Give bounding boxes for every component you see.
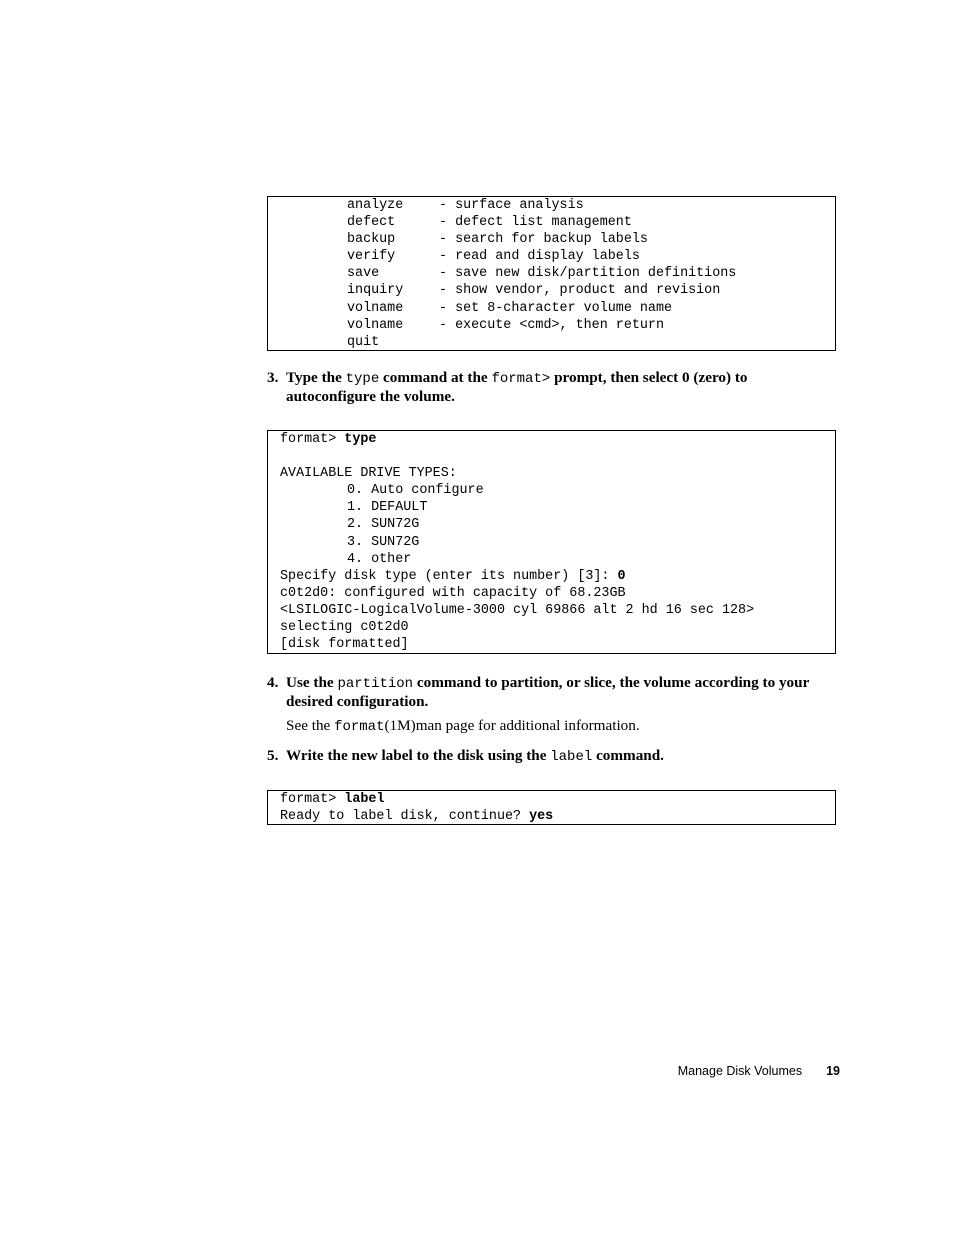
menu-description: - read and display labels — [439, 249, 640, 265]
inline-code: partition — [337, 676, 414, 692]
menu-description: - execute <cmd>, then return — [439, 317, 664, 333]
drive-type-option: 2. SUN72G — [347, 517, 420, 533]
step-text — [286, 674, 827, 711]
blank-line — [280, 448, 835, 465]
menu-command: quit — [347, 334, 380, 350]
menu-line — [347, 334, 835, 351]
inline-code: format> — [491, 371, 551, 387]
label-code-block — [267, 790, 836, 825]
user-input: yes — [529, 809, 554, 825]
step-4 — [267, 674, 827, 711]
menu-command: volname — [347, 300, 404, 316]
menu-command: verify — [347, 249, 396, 265]
code-line — [280, 808, 835, 825]
user-input: label — [344, 792, 385, 807]
drive-type-option: 1. DEFAULT — [347, 500, 428, 516]
menu-command: analyze — [347, 198, 404, 213]
menu-command: save — [347, 266, 380, 282]
page-footer — [560, 1064, 840, 1078]
step-text-part: command. — [592, 747, 664, 764]
menu-description: - set 8-character volume name — [439, 300, 673, 316]
inline-code: format — [334, 719, 385, 735]
menu-line — [347, 214, 835, 231]
code-line: [disk formatted] — [280, 637, 409, 653]
menu-line — [347, 248, 835, 265]
menu-command: backup — [347, 232, 396, 248]
step-number: 3. — [267, 369, 279, 386]
step-text — [286, 747, 827, 766]
menu-line — [347, 282, 835, 299]
inline-code: label — [550, 749, 593, 765]
code-line: <LSILOGIC-LogicalVolume-3000 cyl 69866 alt 2 hd 16 sec 128> — [280, 602, 755, 618]
menu-command: inquiry — [347, 283, 404, 299]
step-4-note — [286, 717, 836, 736]
menu-line — [347, 317, 835, 334]
step-3 — [267, 369, 827, 406]
code-line — [280, 568, 835, 585]
inline-code: type — [345, 371, 380, 387]
code-line — [280, 791, 835, 808]
menu-description: - show vendor, product and revision — [439, 283, 721, 299]
menu-line — [347, 231, 835, 248]
step-text-part: command at the — [379, 369, 492, 386]
code-line: selecting c0t2d0 — [280, 620, 409, 636]
drive-type-option: 0. Auto configure — [347, 483, 484, 499]
menu-line — [347, 265, 835, 282]
step-number: 5. — [267, 747, 279, 764]
menu-command: defect — [347, 215, 396, 231]
drive-type-option: 4. other — [347, 551, 412, 567]
step-text-part: command to partition, or slice, the volume according to your desired configuration. — [286, 674, 810, 710]
drive-type-option: 3. SUN72G — [347, 534, 420, 550]
code-line — [280, 431, 835, 448]
type-code-block — [267, 430, 836, 654]
menu-line — [347, 197, 835, 214]
step-text-part: Write the new label to the disk using the — [286, 747, 551, 764]
step-text-part: Type the — [286, 369, 346, 386]
prompt: Specify disk type (enter its number) [3]: — [280, 568, 618, 584]
step-text — [286, 369, 827, 406]
step-5 — [267, 747, 827, 766]
user-input: type — [344, 432, 377, 447]
section-title: Manage Disk Volumes — [677, 1064, 803, 1078]
menu-description: - defect list management — [439, 215, 632, 231]
prompt: Ready to label disk, continue? — [280, 809, 530, 825]
page-number: 19 — [826, 1064, 840, 1078]
code-line: c0t2d0: configured with capacity of 68.23GB — [280, 585, 626, 601]
prompt: format> — [280, 432, 345, 447]
menu-command: volname — [347, 317, 404, 333]
menu-description: - surface analysis — [439, 198, 584, 213]
step-number: 4. — [267, 674, 279, 691]
note-text: See the — [286, 717, 335, 734]
menu-description: - search for backup labels — [439, 232, 648, 248]
menu-line — [347, 300, 835, 317]
note-text: (1M)man page for additional information. — [384, 717, 640, 734]
user-input: 0 — [617, 568, 626, 584]
step-text-part: Use the — [286, 674, 338, 691]
code-line: AVAILABLE DRIVE TYPES: — [280, 466, 457, 482]
menu-description: - save new disk/partition definitions — [439, 266, 737, 282]
step-text-part: prompt, then select 0 (zero) to autoconfigure the volume. — [286, 369, 748, 405]
prompt: format> — [280, 792, 345, 807]
menu-code-block — [267, 196, 836, 351]
